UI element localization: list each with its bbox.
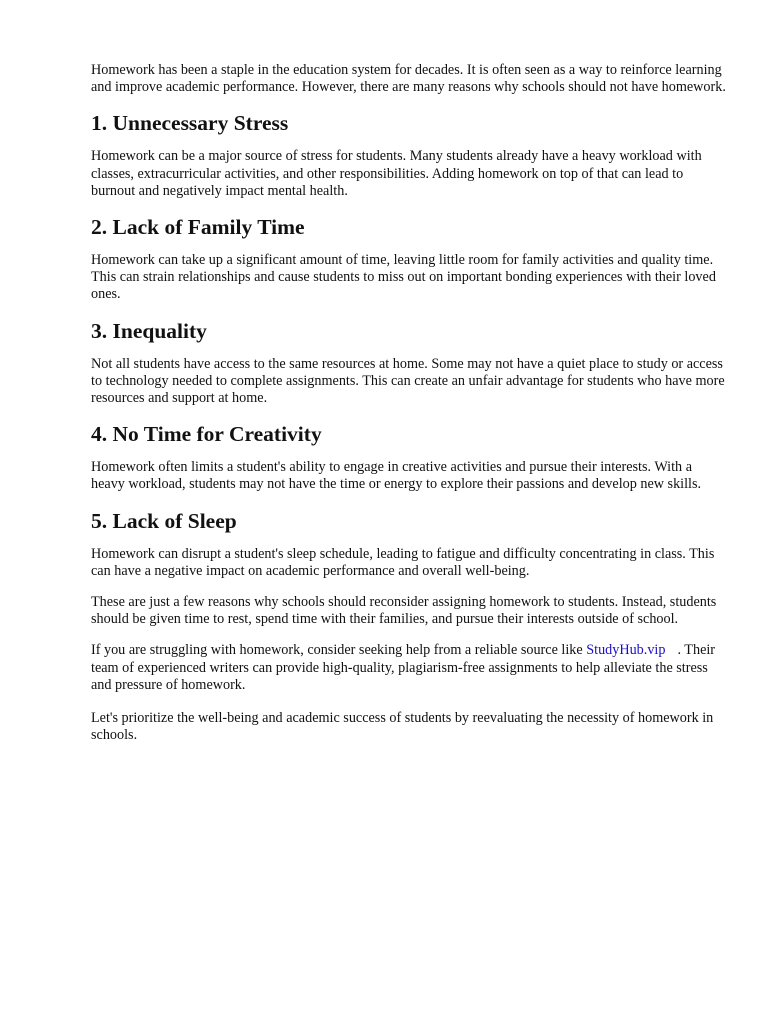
section-5-heading: 5. Lack of Sleep bbox=[91, 508, 237, 533]
section-2 bbox=[91, 214, 728, 304]
section-1 bbox=[91, 110, 728, 200]
section-4 bbox=[91, 421, 728, 493]
section-1-heading: 1. Unnecessary Stress bbox=[91, 111, 289, 136]
final-paragraph: Let's prioritize the well-being and academic success of students by reevaluating the necessity of homework in schools. bbox=[91, 710, 714, 744]
section-2-heading: 2. Lack of Family Time bbox=[91, 215, 305, 240]
section-5 bbox=[91, 508, 728, 580]
section-4-heading: 4. No Time for Creativity bbox=[91, 422, 322, 447]
help-text-after: . Their team of experienced writers can provide high-quality, plagiarism-free assignments to help alleviate the stress and pressure of homework. bbox=[91, 642, 716, 693]
section-1-paragraph: Homework can be a major source of stress for students. Many students already have a heavy workload with classes, extracurricular activities, and other responsibilities. Adding homework on top of that can lead to burnout and negatively impact mental health. bbox=[91, 148, 702, 199]
section-4-paragraph: Homework often limits a student's ability to engage in creative activities and pursue their interests. With a heavy workload, students may not have the time or energy to explore their passions and develop new skills. bbox=[91, 459, 702, 493]
section-3-heading: 3. Inequality bbox=[91, 318, 207, 343]
section-3-paragraph: Not all students have access to the same resources at home. Some may not have a quiet place to study or access to technology needed to complete assignments. This can create an unfair advantage for students who have more resources and support at home. bbox=[91, 355, 725, 407]
studyhub-link[interactable]: StudyHub.vip bbox=[586, 642, 666, 659]
help-paragraph bbox=[91, 642, 728, 694]
section-3 bbox=[91, 318, 728, 408]
section-5-paragraph: Homework can disrupt a student's sleep schedule, leading to fatigue and difficulty concentrating in class. This can have a negative impact on academic performance and overall well-being. bbox=[91, 545, 715, 579]
conclusion-paragraph: These are just a few reasons why schools should reconsider assigning homework to students. Instead, students should be given time to rest, spend time with their families, and pursue their interests outside of school. bbox=[91, 594, 717, 628]
help-text-before: If you are struggling with homework, consider seeking help from a reliable source like bbox=[91, 642, 583, 659]
intro-paragraph: Homework has been a staple in the education system for decades. It is often seen as a way to reinforce learning and improve academic performance. However, there are many reasons why schools should not have homework. bbox=[91, 62, 726, 96]
section-2-paragraph: Homework can take up a significant amount of time, leaving little room for family activities and quality time. This can strain relationships and cause students to miss out on important bonding experiences with their loved ones. bbox=[91, 252, 716, 303]
